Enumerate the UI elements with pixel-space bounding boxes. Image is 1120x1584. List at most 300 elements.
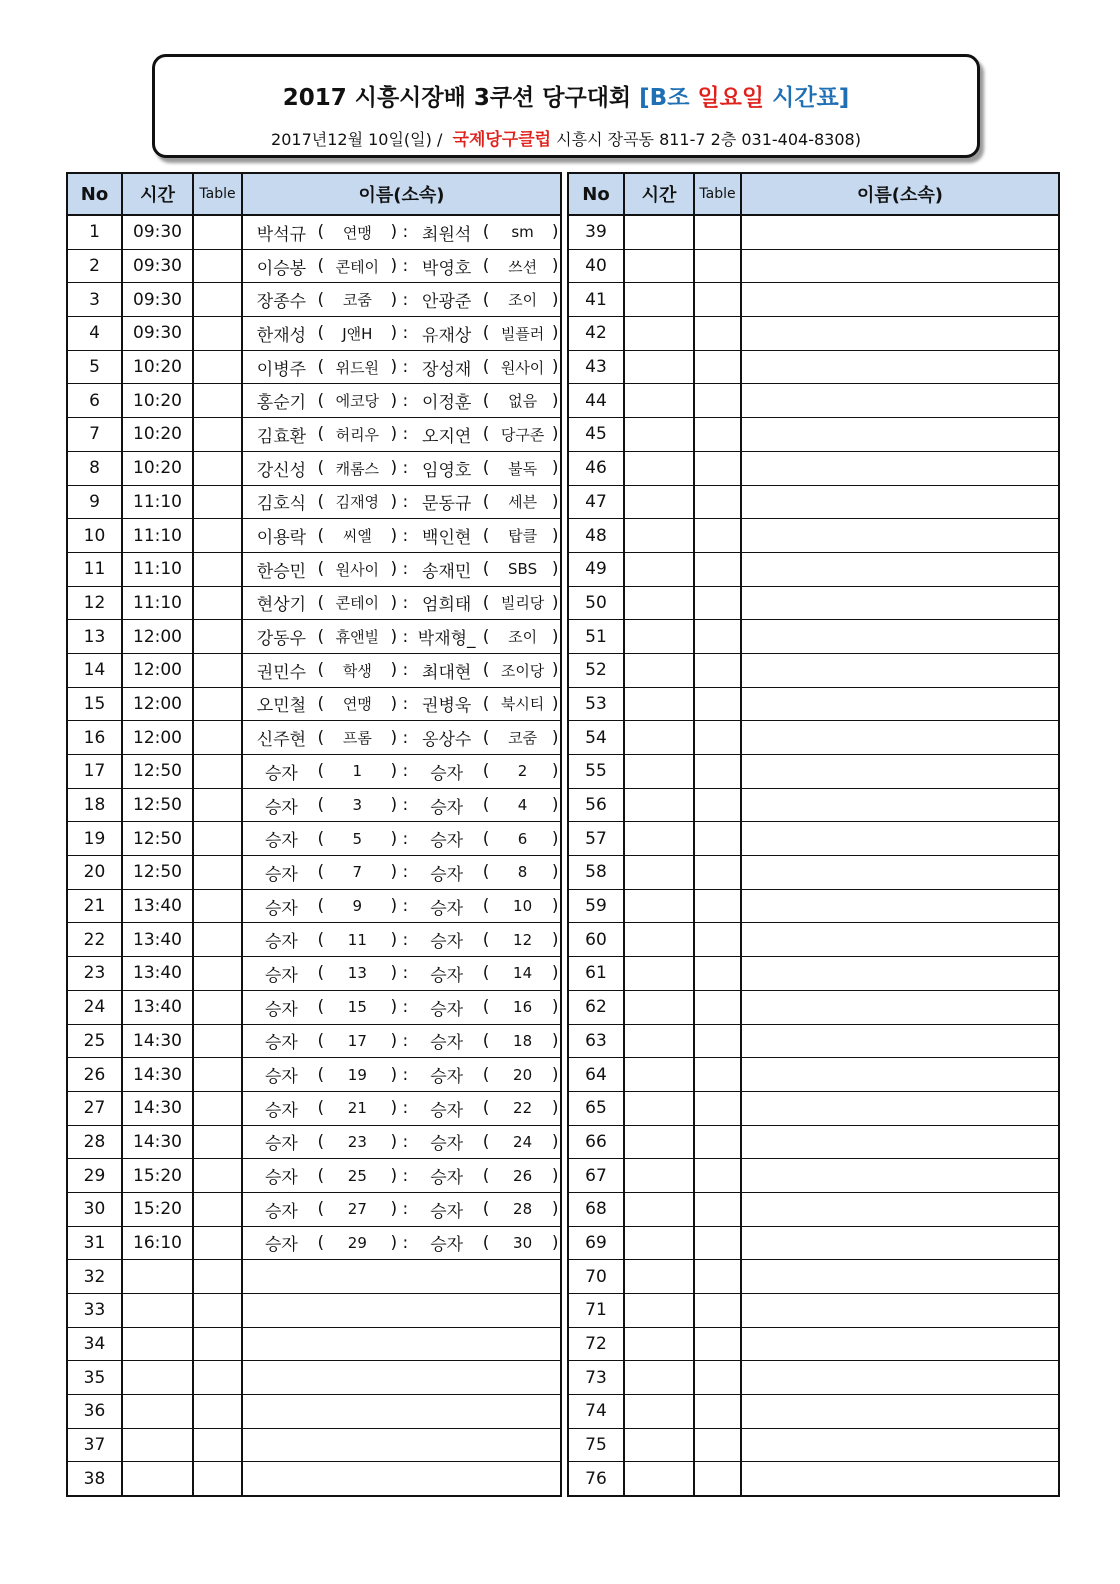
match-players-cell [741, 889, 1059, 923]
match-pairing [243, 418, 560, 451]
paren-close: ) [551, 390, 559, 411]
match-players-cell [741, 1260, 1059, 1294]
table-number-cell [193, 1226, 242, 1260]
player1-name: 한승민 [256, 561, 307, 582]
match-time [624, 215, 694, 249]
title-box [152, 54, 980, 158]
match-time: 10:20 [122, 451, 193, 485]
table-row [568, 485, 1059, 519]
match-players-cell [242, 586, 561, 620]
match-players-cell [741, 384, 1059, 418]
player1-name: 장종수 [256, 292, 307, 313]
match-number: 29 [67, 1159, 122, 1193]
player2-club: 4 [517, 796, 528, 815]
match-players-cell [242, 1226, 561, 1260]
table-number-cell [694, 586, 741, 620]
match-players-cell [741, 687, 1059, 721]
table-number-cell [694, 485, 741, 519]
player1-name: 이승봉 [256, 258, 307, 279]
table-number-cell [694, 822, 741, 856]
player1-club: 코줌 [342, 291, 372, 310]
table-row [568, 451, 1059, 485]
match-time: 12:00 [122, 620, 193, 654]
player2-name: 박영호 [422, 258, 472, 279]
paren-open: ( [317, 491, 325, 512]
match-time: 15:20 [122, 1159, 193, 1193]
table-row [67, 687, 561, 721]
table-number-cell [193, 721, 242, 755]
match-players-cell [741, 856, 1059, 890]
match-number: 63 [568, 1024, 624, 1058]
match-time [624, 990, 694, 1024]
paren-close: ) [551, 727, 559, 748]
vs-separator: : [402, 626, 409, 647]
player2-name: 백인현 [422, 528, 472, 549]
match-players-cell [741, 1159, 1059, 1193]
table-row [568, 1260, 1059, 1294]
match-pairing [243, 1126, 560, 1159]
paren-close: ) [551, 761, 559, 782]
match-time [624, 451, 694, 485]
table-row [67, 889, 561, 923]
match-number: 30 [67, 1192, 122, 1226]
match-pairing [243, 957, 560, 990]
match-time [624, 1361, 694, 1395]
player1-club: 21 [347, 1099, 367, 1118]
match-number: 76 [568, 1462, 624, 1496]
event-date: 2017년12월 10일(일) / [271, 130, 448, 149]
match-time [624, 249, 694, 283]
player2-club: 2 [517, 762, 528, 781]
match-time [624, 1395, 694, 1429]
paren-close: ) [551, 1165, 559, 1186]
match-pairing [243, 452, 560, 485]
table-number-cell [193, 249, 242, 283]
paren-close: ) [551, 458, 559, 479]
table-number-cell [193, 856, 242, 890]
table-number-cell [193, 620, 242, 654]
match-pairing [243, 923, 560, 956]
paren-close: ) [390, 997, 398, 1018]
player2-club: 30 [513, 1233, 533, 1252]
paren-open: ( [317, 929, 325, 950]
table-row [67, 1294, 561, 1328]
match-number: 68 [568, 1192, 624, 1226]
match-players-cell [741, 1226, 1059, 1260]
table-row [568, 1125, 1059, 1159]
paren-close: ) [390, 929, 398, 950]
paren-open: ( [317, 559, 325, 580]
match-players-cell [242, 1024, 561, 1058]
match-number: 15 [67, 687, 122, 721]
player2-club: 조이당 [500, 661, 545, 680]
paren-open: ( [317, 727, 325, 748]
match-players-cell [242, 451, 561, 485]
match-number: 53 [568, 687, 624, 721]
match-players-cell [741, 1125, 1059, 1159]
match-number: 61 [568, 957, 624, 991]
match-players-cell [242, 1192, 561, 1226]
paren-open: ( [482, 559, 490, 580]
match-pairing [243, 1193, 560, 1226]
player2-name: 장성재 [422, 359, 472, 380]
table-number-cell [694, 856, 741, 890]
vs-separator: : [402, 357, 409, 378]
match-players-cell [741, 620, 1059, 654]
paren-close: ) [390, 1030, 398, 1051]
paren-open: ( [317, 256, 325, 277]
player1-club: 15 [347, 998, 367, 1017]
match-pairing [243, 856, 560, 889]
match-number: 25 [67, 1024, 122, 1058]
player2-name: 오지연 [422, 426, 472, 447]
paren-close: ) [551, 491, 559, 512]
match-time [122, 1462, 193, 1496]
match-number: 1 [67, 215, 122, 249]
match-number: 2 [67, 249, 122, 283]
paren-close: ) [390, 323, 398, 344]
table-number-cell [694, 755, 741, 789]
match-number: 33 [67, 1294, 122, 1328]
match-players-cell [741, 249, 1059, 283]
table-row [568, 990, 1059, 1024]
match-players-cell [741, 1428, 1059, 1462]
player1-club: 11 [347, 930, 367, 949]
player2-club: 10 [513, 897, 533, 916]
table-row [67, 1058, 561, 1092]
match-pairing [243, 384, 560, 417]
title-group-close: 시간표] [764, 85, 850, 111]
match-number: 10 [67, 519, 122, 553]
player1-name: 승자 [265, 965, 298, 986]
match-number: 32 [67, 1260, 122, 1294]
vs-separator: : [402, 323, 409, 344]
match-number: 26 [67, 1058, 122, 1092]
table-number-cell [193, 384, 242, 418]
table-row [568, 653, 1059, 687]
table-row [67, 1159, 561, 1193]
table-number-cell [694, 1091, 741, 1125]
player1-name: 강신성 [256, 460, 307, 481]
table-row [568, 1226, 1059, 1260]
table-row [67, 418, 561, 452]
player2-name: 승자 [430, 1100, 464, 1121]
match-players-cell [242, 990, 561, 1024]
match-players-cell [741, 1024, 1059, 1058]
paren-close: ) [390, 761, 398, 782]
player1-club: 김재영 [335, 493, 380, 512]
paren-open: ( [482, 458, 490, 479]
match-number: 74 [568, 1395, 624, 1429]
paren-close: ) [390, 828, 398, 849]
paren-close: ) [551, 693, 559, 714]
table-row [67, 1024, 561, 1058]
table-number-cell [694, 1226, 741, 1260]
match-time: 09:30 [122, 249, 193, 283]
paren-open: ( [482, 626, 490, 647]
col-header-no: No [67, 173, 122, 215]
player2-club: 쓰션 [508, 257, 538, 276]
player2-club: 빌플러 [500, 324, 545, 343]
vs-separator: : [402, 660, 409, 681]
paren-open: ( [317, 1165, 325, 1186]
table-row [67, 653, 561, 687]
match-number: 50 [568, 586, 624, 620]
player1-name: 박석규 [256, 224, 307, 245]
table-row [67, 384, 561, 418]
match-number: 72 [568, 1327, 624, 1361]
match-time [624, 721, 694, 755]
paren-open: ( [317, 1030, 325, 1051]
paren-close: ) [390, 525, 398, 546]
table-number-cell [694, 1294, 741, 1328]
paren-open: ( [482, 1030, 490, 1051]
paren-open: ( [482, 525, 490, 546]
table-number-cell [694, 451, 741, 485]
table-row [568, 1294, 1059, 1328]
player2-club: 세븐 [508, 493, 538, 512]
match-number: 21 [67, 889, 122, 923]
player1-club: 7 [352, 863, 363, 882]
paren-close: ) [551, 1030, 559, 1051]
player2-club: 불독 [508, 459, 538, 478]
paren-open: ( [317, 997, 325, 1018]
col-header-table: Table [193, 173, 242, 215]
player2-club: 원사이 [500, 358, 545, 377]
paren-close: ) [551, 323, 559, 344]
match-players-cell [741, 653, 1059, 687]
paren-close: ) [390, 289, 398, 310]
match-time: 11:10 [122, 519, 193, 553]
paren-close: ) [390, 424, 398, 445]
table-row [568, 856, 1059, 890]
match-number: 17 [67, 755, 122, 789]
table-number-cell [193, 1361, 242, 1395]
match-number: 49 [568, 552, 624, 586]
player2-name: 권병욱 [422, 696, 472, 717]
player1-name: 오민철 [256, 696, 307, 717]
match-number: 71 [568, 1294, 624, 1328]
match-pairing [243, 1159, 560, 1192]
paren-open: ( [482, 592, 490, 613]
paren-open: ( [482, 1165, 490, 1186]
match-number: 9 [67, 485, 122, 519]
table-row [67, 1327, 561, 1361]
paren-open: ( [482, 896, 490, 917]
table-number-cell [694, 957, 741, 991]
match-time [624, 384, 694, 418]
paren-close: ) [390, 1232, 398, 1253]
match-players-cell [741, 990, 1059, 1024]
match-players-cell [741, 822, 1059, 856]
header-row [568, 173, 1059, 215]
match-players-cell [741, 215, 1059, 249]
player2-name: 승자 [430, 965, 464, 986]
match-number: 36 [67, 1395, 122, 1429]
paren-close: ) [551, 1131, 559, 1152]
player1-name: 승자 [265, 1067, 298, 1088]
player2-club: sm [511, 223, 534, 242]
match-number: 7 [67, 418, 122, 452]
table-row [568, 1428, 1059, 1462]
match-time: 10:20 [122, 350, 193, 384]
match-time [624, 1260, 694, 1294]
player2-club: 조이 [508, 628, 538, 647]
table-row [568, 317, 1059, 351]
match-players-cell [741, 586, 1059, 620]
match-time [624, 620, 694, 654]
paren-open: ( [482, 660, 490, 681]
table-number-cell [193, 1462, 242, 1496]
match-number: 69 [568, 1226, 624, 1260]
match-number: 57 [568, 822, 624, 856]
player1-club: 13 [347, 964, 367, 983]
match-number: 11 [67, 552, 122, 586]
paren-open: ( [317, 862, 325, 883]
match-pairing [243, 688, 560, 721]
paren-close: ) [390, 592, 398, 613]
match-players-cell [741, 923, 1059, 957]
table-row [67, 1428, 561, 1462]
vs-separator: : [402, 795, 409, 816]
vs-separator: : [402, 592, 409, 613]
col-header-time: 시간 [122, 173, 193, 215]
table-row [568, 1327, 1059, 1361]
paren-open: ( [317, 222, 325, 243]
player1-name: 승자 [265, 898, 298, 919]
paren-open: ( [317, 963, 325, 984]
player1-name: 신주현 [256, 730, 307, 751]
match-players-cell [741, 1192, 1059, 1226]
paren-open: ( [482, 1232, 490, 1253]
table-row [67, 1226, 561, 1260]
match-number: 56 [568, 788, 624, 822]
match-pairing [243, 587, 560, 620]
table-number-cell [694, 350, 741, 384]
player1-club: 위드원 [335, 358, 380, 377]
match-time [624, 788, 694, 822]
paren-open: ( [482, 828, 490, 849]
match-time: 12:00 [122, 653, 193, 687]
match-time [624, 1091, 694, 1125]
table-row [568, 519, 1059, 553]
match-number: 35 [67, 1361, 122, 1395]
match-number: 6 [67, 384, 122, 418]
match-number: 3 [67, 283, 122, 317]
match-number: 70 [568, 1260, 624, 1294]
paren-open: ( [482, 1199, 490, 1220]
table-row [568, 1462, 1059, 1496]
vs-separator: : [402, 693, 409, 714]
match-players-cell [242, 856, 561, 890]
match-pairing [243, 519, 560, 552]
vs-separator: : [402, 997, 409, 1018]
match-time: 14:30 [122, 1058, 193, 1092]
table-number-cell [193, 552, 242, 586]
match-number: 41 [568, 283, 624, 317]
table-row [67, 856, 561, 890]
table-row [568, 620, 1059, 654]
paren-open: ( [317, 323, 325, 344]
player2-name: 유재상 [422, 325, 472, 346]
player1-club: 1 [352, 762, 363, 781]
player1-name: 김효환 [256, 426, 307, 447]
match-number: 75 [568, 1428, 624, 1462]
match-time: 16:10 [122, 1226, 193, 1260]
table-number-cell [193, 451, 242, 485]
table-number-cell [694, 1024, 741, 1058]
match-players-cell [242, 620, 561, 654]
title-main: 2017 시흥시장배 3쿠션 당구대회 [282, 85, 632, 111]
player2-name: 승자 [430, 1168, 464, 1189]
paren-close: ) [551, 1232, 559, 1253]
table-number-cell [193, 1125, 242, 1159]
match-pairing [243, 890, 560, 923]
player1-club: 허리우 [335, 425, 380, 444]
match-time [624, 957, 694, 991]
match-time: 12:50 [122, 755, 193, 789]
paren-open: ( [482, 1064, 490, 1085]
table-row [568, 1192, 1059, 1226]
match-time [122, 1395, 193, 1429]
paren-close: ) [390, 862, 398, 883]
match-number: 46 [568, 451, 624, 485]
match-pairing [243, 654, 560, 687]
player1-name: 승자 [265, 1033, 298, 1054]
paren-close: ) [551, 963, 559, 984]
table-row [67, 1125, 561, 1159]
player1-name: 승자 [265, 999, 298, 1020]
table-number-cell [193, 1159, 242, 1193]
match-number: 5 [67, 350, 122, 384]
match-number: 16 [67, 721, 122, 755]
table-number-cell [193, 586, 242, 620]
match-time [624, 1462, 694, 1496]
match-pairing [243, 991, 560, 1024]
vs-separator: : [402, 761, 409, 782]
player2-name: 이정훈 [422, 393, 472, 414]
match-time [624, 418, 694, 452]
match-time: 13:40 [122, 923, 193, 957]
subtitle [155, 125, 977, 150]
paren-close: ) [551, 828, 559, 849]
vs-separator: : [402, 862, 409, 883]
vs-separator: : [402, 828, 409, 849]
match-time [624, 519, 694, 553]
table-row [67, 788, 561, 822]
table-row [568, 957, 1059, 991]
vs-separator: : [402, 929, 409, 950]
match-number: 45 [568, 418, 624, 452]
match-number: 37 [67, 1428, 122, 1462]
table-number-cell [694, 1327, 741, 1361]
paren-open: ( [482, 795, 490, 816]
match-number: 54 [568, 721, 624, 755]
table-row [568, 350, 1059, 384]
table-number-cell [193, 1058, 242, 1092]
match-number: 47 [568, 485, 624, 519]
paren-close: ) [551, 357, 559, 378]
match-time [624, 317, 694, 351]
vs-separator: : [402, 727, 409, 748]
match-time: 14:30 [122, 1125, 193, 1159]
player1-name: 홍순기 [256, 393, 307, 414]
paren-close: ) [551, 997, 559, 1018]
match-players-cell [242, 1159, 561, 1193]
table-row [568, 822, 1059, 856]
match-number: 14 [67, 653, 122, 687]
paren-close: ) [551, 1098, 559, 1119]
